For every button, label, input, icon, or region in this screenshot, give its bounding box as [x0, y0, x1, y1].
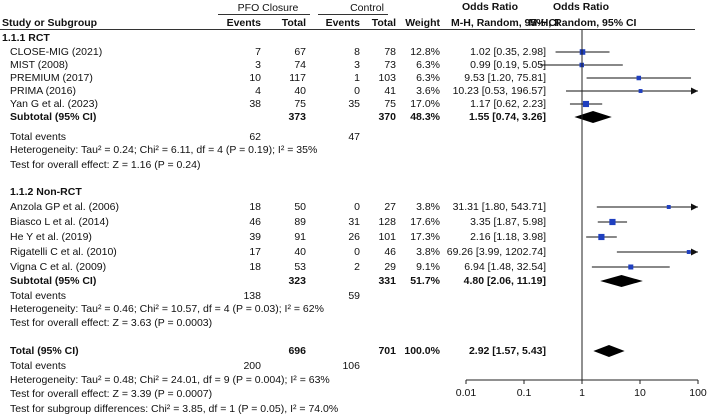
total-ci: 2.92 [1.57, 5.43] [468, 345, 546, 357]
total1: 117 [289, 72, 306, 84]
total-label: Total (95% CI) [10, 345, 79, 357]
odds-ratio-ci: 6.94 [1.48, 32.54] [464, 261, 546, 273]
study-name: Yan G et al. (2023) [10, 98, 98, 110]
total2: 73 [384, 59, 396, 71]
overall-effect-text: Test for overall effect: Z = 1.16 (P = 0.24) [10, 159, 201, 171]
weight: 6.3% [416, 72, 440, 84]
odds-ratio-ci: 1.17 [0.62, 2.23] [470, 98, 546, 110]
total-events1: 200 [243, 360, 261, 372]
study-name: Rigatelli C et al. (2010) [10, 246, 117, 258]
total-events-label: Total events [10, 290, 67, 302]
events1: 17 [249, 246, 261, 258]
group2-header: Control [350, 2, 384, 14]
events1: 46 [249, 216, 261, 228]
events1: 4 [255, 85, 261, 97]
weight: 17.3% [410, 231, 440, 243]
weight: 9.1% [416, 261, 440, 273]
study-marker [583, 101, 589, 107]
overall-effect-text: Test for overall effect: Z = 3.63 (P = 0.0003) [10, 317, 213, 329]
plot-method-header: M-H, Random, 95% CI [528, 17, 637, 29]
events2: 2 [354, 261, 360, 273]
total1: 67 [294, 46, 306, 58]
ci-arrow [691, 88, 698, 95]
events2: 0 [354, 246, 360, 258]
odds-ratio-ci: 69.26 [3.99, 1202.74] [446, 246, 546, 258]
total2: 46 [384, 246, 396, 258]
odds-ratio-ci: 1.02 [0.35, 2.98] [470, 46, 546, 58]
events1: 7 [255, 46, 261, 58]
total-events2: 47 [348, 131, 360, 143]
total1: 50 [294, 201, 306, 213]
odds-ratio-ci: 2.16 [1.18, 3.98] [470, 231, 546, 243]
study-marker [609, 219, 615, 225]
total2: 27 [384, 201, 396, 213]
weight: 3.6% [416, 85, 440, 97]
ci-arrow [691, 204, 698, 211]
weight: 17.0% [410, 98, 440, 110]
total1-header: Total [281, 17, 306, 29]
total1: 89 [294, 216, 306, 228]
study-marker [628, 264, 633, 269]
total-total1: 696 [288, 345, 306, 357]
total-total2: 701 [378, 345, 396, 357]
odds-ratio-ci: 0.99 [0.19, 5.05] [470, 59, 546, 71]
total2: 128 [378, 216, 396, 228]
method-header: M-H, Random, 95% CI [451, 17, 559, 29]
study-name: Anzola GP et al. (2006) [10, 201, 119, 213]
pooled-diamond [574, 111, 611, 123]
events2: 31 [348, 216, 360, 228]
total2: 29 [384, 261, 396, 273]
events1: 18 [249, 201, 261, 213]
study-name: Vigna C et al. (2009) [10, 261, 107, 273]
study-marker [639, 89, 643, 93]
total2: 75 [384, 98, 396, 110]
subgroup-title: 1.1.2 Non-RCT [10, 186, 82, 198]
total2: 41 [384, 85, 396, 97]
events1: 39 [249, 231, 261, 243]
odds-ratio-ci: 3.35 [1.87, 5.98] [470, 216, 546, 228]
x-tick-label: 0.1 [516, 387, 532, 399]
plot-title: Odds Ratio [552, 1, 609, 13]
heterogeneity-text: Heterogeneity: Tau² = 0.46; Chi² = 10.57, df = 4 (P = 0.03); I² = 62% [10, 303, 324, 315]
or-column-title: Odds Ratio [461, 1, 518, 13]
total-events2: 106 [342, 360, 360, 372]
x-tick-label: 1 [579, 387, 585, 399]
subtotal-label: Subtotal (95% CI) [10, 111, 97, 123]
total-weight: 100.0% [404, 345, 440, 357]
heterogeneity-text: Heterogeneity: Tau² = 0.24; Chi² = 6.11, df = 4 (P = 0.19); I² = 35% [10, 144, 318, 156]
x-tick-label: 100 [689, 387, 707, 399]
study-marker [687, 250, 691, 254]
subtotal-total2: 331 [378, 275, 396, 287]
weight-header: Weight [405, 17, 440, 29]
subtotal-weight: 48.3% [410, 111, 440, 123]
events1-header: Events [226, 17, 261, 29]
total-events-label: Total events [10, 131, 67, 143]
events2: 0 [354, 201, 360, 213]
pooled-diamond [600, 275, 643, 287]
study-name: CLOSE-MIG (2021) [10, 46, 103, 58]
subtotal-total2: 370 [378, 111, 396, 123]
overall-effect-text: Test for overall effect: Z = 3.39 (P = 0.0007) [10, 388, 213, 400]
study-marker [667, 205, 671, 209]
events2: 1 [354, 72, 360, 84]
total2-header: Total [371, 17, 396, 29]
total1: 91 [294, 231, 306, 243]
events2: 8 [354, 46, 360, 58]
subtotal-label: Subtotal (95% CI) [10, 275, 97, 287]
study-marker [637, 76, 642, 81]
odds-ratio-ci: 10.23 [0.53, 196.57] [452, 85, 546, 97]
weight: 3.8% [416, 201, 440, 213]
total2: 101 [378, 231, 396, 243]
total-events1: 62 [249, 131, 261, 143]
ci-arrow [691, 249, 698, 256]
x-tick-label: 10 [634, 387, 646, 399]
x-tick-label: 0.01 [455, 387, 477, 399]
subtotal-ci: 4.80 [2.06, 11.19] [463, 275, 546, 287]
events1: 18 [249, 261, 261, 273]
total-events-label: Total events [10, 360, 67, 372]
events2: 35 [348, 98, 360, 110]
subgroup-title: 1.1.1 RCT [2, 32, 50, 44]
events2: 0 [354, 85, 360, 97]
subtotal-total1: 323 [288, 275, 306, 287]
subtotal-weight: 51.7% [410, 275, 440, 287]
events1: 10 [249, 72, 261, 84]
weight: 17.6% [410, 216, 440, 228]
subgroup-differences-text: Test for subgroup differences: Chi² = 3.85, df = 1 (P = 0.05), I² = 74.0% [10, 403, 339, 415]
total-events2: 59 [348, 290, 360, 302]
events2: 26 [348, 231, 360, 243]
subtotal-total1: 373 [288, 111, 306, 123]
events2-header: Events [325, 17, 360, 29]
weight: 12.8% [410, 46, 440, 58]
weight: 6.3% [416, 59, 440, 71]
study-name: He Y et al. (2019) [10, 231, 92, 243]
study-name: Biasco L et al. (2014) [10, 216, 109, 228]
study-column-header: Study or Subgroup [2, 17, 98, 29]
total2: 103 [378, 72, 396, 84]
total1: 40 [294, 85, 306, 97]
total-events1: 138 [243, 290, 261, 302]
events1: 38 [249, 98, 261, 110]
total1: 40 [294, 246, 306, 258]
study-marker [598, 234, 604, 240]
group1-header: PFO Closure [237, 2, 299, 14]
heterogeneity-text: Heterogeneity: Tau² = 0.48; Chi² = 24.01, df = 9 (P = 0.004); I² = 63% [10, 374, 330, 386]
pooled-diamond [593, 345, 624, 357]
weight: 3.8% [416, 246, 440, 258]
total1: 53 [294, 261, 306, 273]
total1: 74 [294, 59, 306, 71]
odds-ratio-ci: 31.31 [1.80, 543.71] [452, 201, 546, 213]
subtotal-ci: 1.55 [0.74, 3.26] [468, 111, 546, 123]
odds-ratio-ci: 9.53 [1.20, 75.81] [464, 72, 546, 84]
total2: 78 [384, 46, 396, 58]
total1: 75 [294, 98, 306, 110]
study-name: PREMIUM (2017) [10, 72, 93, 84]
study-name: PRIMA (2016) [10, 85, 76, 97]
study-name: MIST (2008) [10, 59, 69, 71]
events1: 3 [255, 59, 261, 71]
events2: 3 [354, 59, 360, 71]
